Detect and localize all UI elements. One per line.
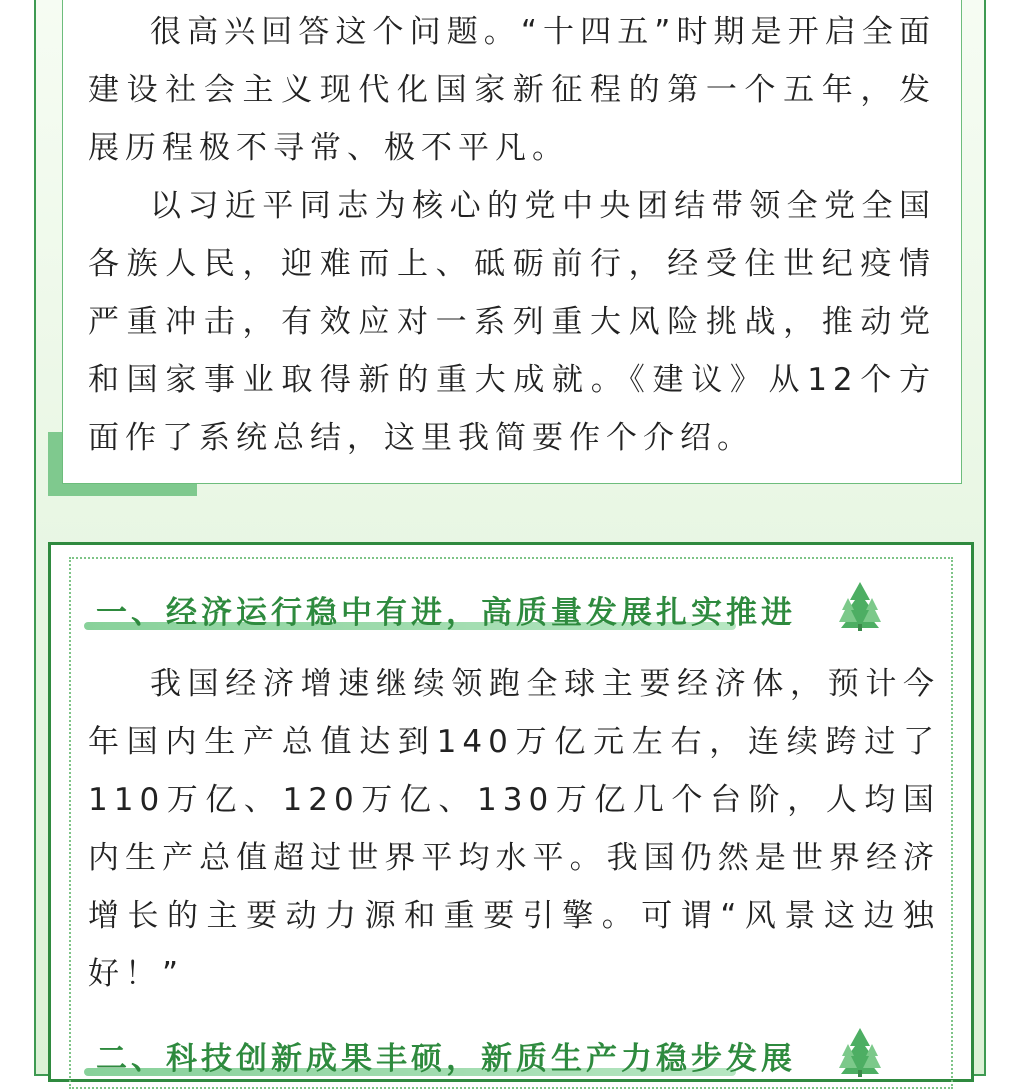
section1-text (88, 655, 940, 1003)
tree-icon (836, 1026, 884, 1078)
tree-icon (836, 580, 884, 632)
section1-paragraph: 我国经济增速继续领跑全球主要经济体，预计今年国内生产总值达到140万亿元左右，连续跨过了110万亿、120万亿、130万亿几个台阶，人均国内生产总值超过世界平均水平。我国仍然是世界经济增长的主要动力源和重要引擎。可谓“风景这边独好！” (88, 666, 940, 992)
section-heading-text: 一、经济运行稳中有进，高质量发展扎实推进 (96, 595, 796, 631)
section-heading-1 (88, 588, 796, 640)
intro-text (88, 3, 936, 467)
section-heading-2 (88, 1034, 796, 1086)
intro-paragraph-1: 很高兴回答这个问题。“十四五”时期是开启全面建设社会主义现代化国家新征程的第一个五年，发展历程极不寻常、极不平凡。 (88, 14, 936, 166)
intro-paragraph-2: 以习近平同志为核心的党中央团结带领全党全国各族人民，迎难而上、砥砺前行，经受住世纪疫情严重冲击，有效应对一系列重大风险挑战，推动党和国家事业取得新的重大成就。《建议》从12个方面作了系统总结，这里我简要作个介绍。 (88, 188, 936, 456)
section-heading-text: 二、科技创新成果丰硕，新质生产力稳步发展 (96, 1041, 796, 1077)
